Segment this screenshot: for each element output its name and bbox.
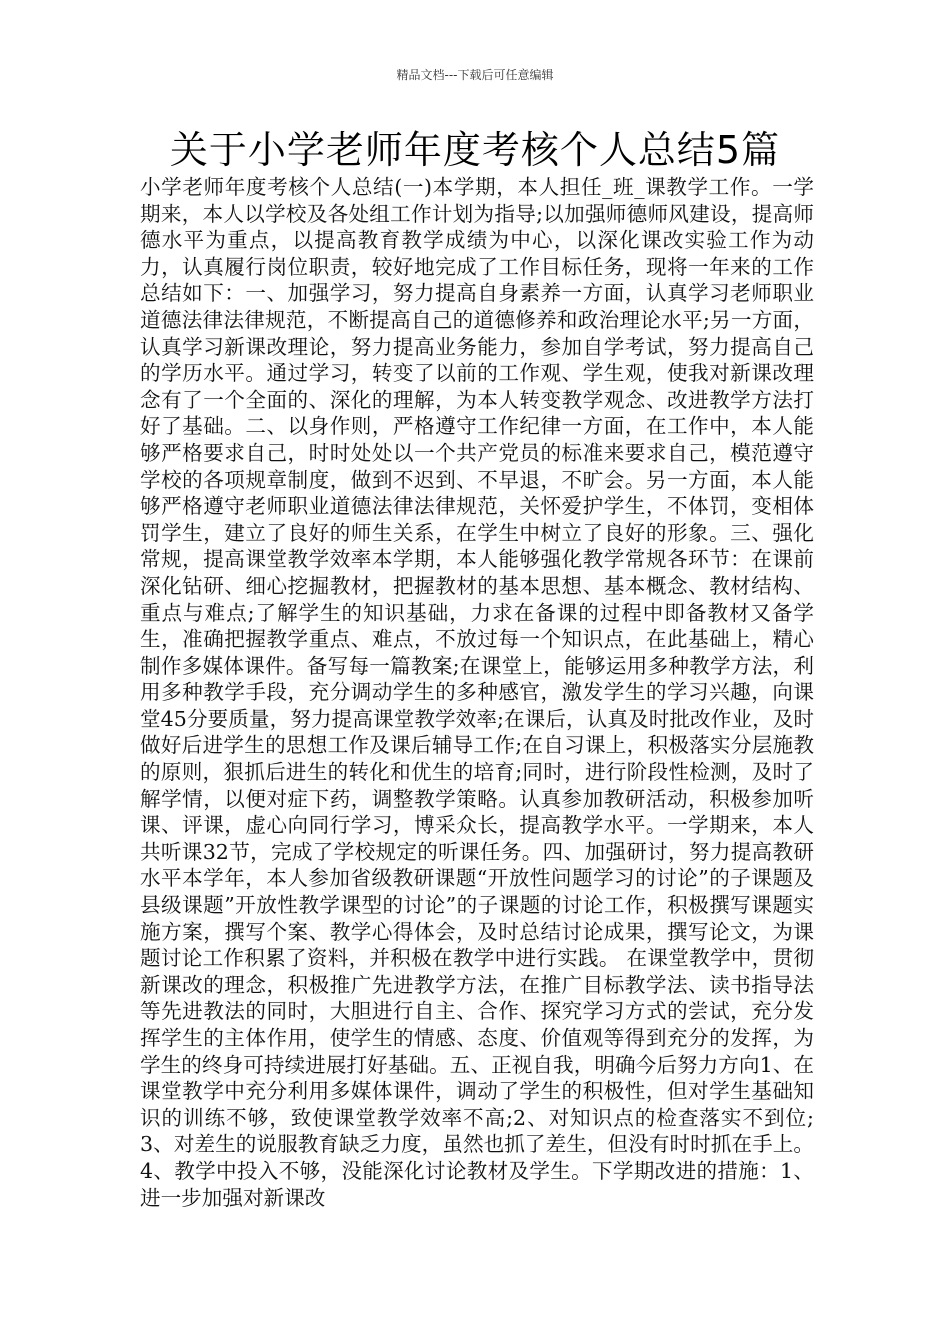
document-title: 关于小学老师年度考核个人总结5篇 (169, 128, 781, 172)
header-note: 精品文档---下载后可任意编辑 (396, 68, 554, 82)
document-body: 小学老师年度考核个人总结(一)本学期，本人担任_班_课教学工作。一学期来，本人以学校及各处组工作计划为指导;以加强师德师风建设，提高师德水平为重点，以提高教育教学成绩为中心，以深化课改实验工作为动力，认真履行岗位职责，较好地完成了工作目标任务，现将一年来的工作总结如下：一、加强学习，努力提高自身素养一方面，认真学习老师职业道德法律法律规范，不断提高自己的道德修养和政治理论水平;另一方面，认真学习新课改理论，努力提高业务能力，参加自学考试，努力提高自己的学历水平。通过学习，转变了以前的工作观、学生观，使我对新课改理念有了一个全面的、深化的理解，为本人转变教学观念、改进教学方法打好了基础。二、以身作则，严格遵守工作纪律一方面，在工作中，本人能够严格要求自己，时时处处以一个共产党员的标准来要求自己，模范遵守学校的各项规章制度，做到不迟到、不早退，不旷会。另一方面，本人能够严格遵守老师职业道德法律法律规范，关怀爱护学生，不体罚，变相体罚学生，建立了良好的师生关系，在学生中树立了良好的形象。三、强化常规，提高课堂教学效率本学期，本人能够强化教学常规各环节：在课前深化钻研、细心挖掘教材，把握教材的基本思想、基本概念、教材结构、重点与难点;了解学生的知识基础，力求在备课的过程中即备教材又备学生，准确把握教学重点、难点，不放过每一个知识点，在此基础上，精心制作多媒体课件。备写每一篇教案;在课堂上，能够运用多种教学方法，利用多种教学手段，充分调动学生的多种感官，激发学生的学习兴趣，向课堂45分要质量，努力提高课堂教学效率;在课后，认真及时批改作业，及时做好后进学生的思想工作及课后辅导工作;在自习课上，积极落实分层施教的原则，狠抓后进生的转化和优生的培育;同时，进行阶段性检测，及时了解学情，以便对症下药，调整教学策略。认真参加教研活动，积极参加听课、评课，虚心向同行学习，博采众长，提高教学水平。一学期来，本人共听课32节，完成了学校规定的听课任务。四、加强研讨，努力提高教研水平本学年，本人参加省级教研课题“开放性问题学习的讨论”的子课题及县级课题”开放性教学课型的讨论”的子课题的讨论工作，积极撰写课题实施方案，撰写个案、教学心得体会，及时总结讨论成果，撰写论文，为课题讨论工作积累了资料，并积极在教学中进行实践。 在课堂教学中，贯彻新课改的理念，积极推广先进教学方法，在推广目标教学法、读书指导法等先进教法的同时，大胆进行自主、合作、探究学习方式的尝试，充分发挥学生的主体作用，使学生的情感、态度、价值观等得到充分的发挥，为学生的终身可持续进展打好基础。五、正视自我，明确今后努力方向1、在课堂教学中充分利用多媒体课件，调动了学生的积极性，但对学生基础知识的训练不够，致使课堂教学效率不高;2、对知识点的检查落实不到位;3、对差生的说服教育缺乏力度，虽然也抓了差生，但没有时时抓在手上。4、教学中投入不够，没能深化讨论教材及学生。下学期改进的措施：1、进一步加强对新课改 (140, 175, 814, 1210)
